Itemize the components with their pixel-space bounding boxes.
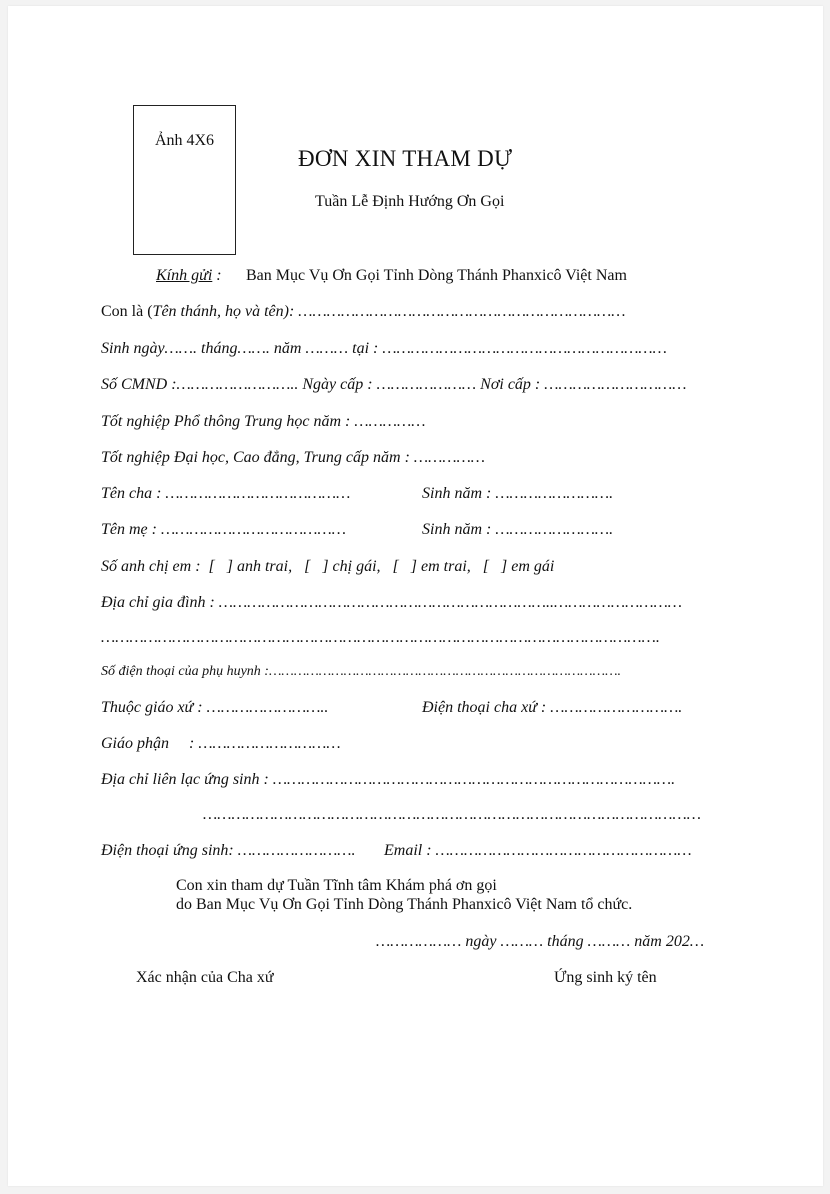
photo-label: Ảnh 4X6: [154, 132, 215, 149]
contact-address-continuation: ……………………………………………………………………………………………: [203, 806, 701, 823]
name-prefix: Con là (: [101, 303, 153, 320]
recipient-line: [156, 267, 222, 285]
contact-address-field: Địa chỉ liên lạc ứng sinh : ………………………………………………………………………….: [101, 771, 676, 788]
name-dots: ……………………………………………………………: [294, 303, 626, 320]
name-field: [101, 303, 626, 321]
statement-line-1: Con xin tham dự Tuần Tĩnh tâm Khám phá ơn gọi: [176, 877, 497, 894]
parish-phone-field: Điện thoại cha xứ : ……………………….: [422, 699, 683, 716]
email-field: Email : ………………………………………………: [384, 842, 692, 859]
parent-phone-field: Số điện thoại của phụ huynh :………………………………………………………………………….: [101, 664, 622, 679]
parish-field: Thuộc giáo xứ : ……………………..: [101, 699, 329, 716]
date-line: ……………… ngày ……… tháng ……… năm 202…: [376, 933, 705, 950]
family-address-field: Địa chỉ gia đình : ……………………………………………………………..………………………: [101, 594, 683, 611]
father-field: Tên cha : …………………………………: [101, 485, 351, 502]
page-title: ĐƠN XIN THAM DỰ: [298, 146, 513, 171]
family-address-continuation: ……………………………………………………………………………………………………….: [101, 629, 660, 646]
id-card-field: Số CMND :…………………….. Ngày cấp : ………………… Nơi cấp : …………………………: [101, 376, 687, 393]
form-page: [8, 6, 823, 1186]
pastor-signature-label: Xác nhận của Cha xứ: [136, 969, 274, 986]
page-subtitle: Tuần Lễ Định Hướng Ơn Gọi: [315, 193, 505, 210]
university-field: Tốt nghiệp Đại học, Cao đẳng, Trung cấp năm : ……………: [101, 449, 486, 466]
siblings-field: Số anh chị em : [ ] anh trai, [ ] chị gái, [ ] em trai, [ ] em gái: [101, 558, 555, 575]
photo-placeholder: [133, 105, 236, 255]
mother-birth-field: Sinh năm : …………………….: [422, 521, 614, 538]
recipient-colon: :: [212, 267, 222, 284]
statement-line-2: do Ban Mục Vụ Ơn Gọi Tỉnh Dòng Thánh Phanxicô Việt Nam tổ chức.: [176, 896, 633, 913]
name-italic: Tên thánh, họ và tên):: [152, 303, 295, 320]
candidate-signature-label: Ứng sinh ký tên: [554, 969, 657, 986]
birth-field: Sinh ngày……. tháng……. năm ……… tại : ……………………………………………………: [101, 340, 667, 357]
diocese-field: Giáo phận : …………………………: [101, 735, 341, 752]
candidate-phone-field: Điện thoại ứng sinh: …………………….: [101, 842, 356, 859]
recipient-label: Kính gửi: [156, 267, 213, 284]
highschool-field: Tốt nghiệp Phổ thông Trung học năm : ……………: [101, 413, 426, 430]
father-birth-field: Sinh năm : …………………….: [422, 485, 614, 502]
mother-field: Tên mẹ : …………………………………: [101, 521, 346, 538]
recipient-value: Ban Mục Vụ Ơn Gọi Tỉnh Dòng Thánh Phanxicô Việt Nam: [246, 267, 627, 284]
